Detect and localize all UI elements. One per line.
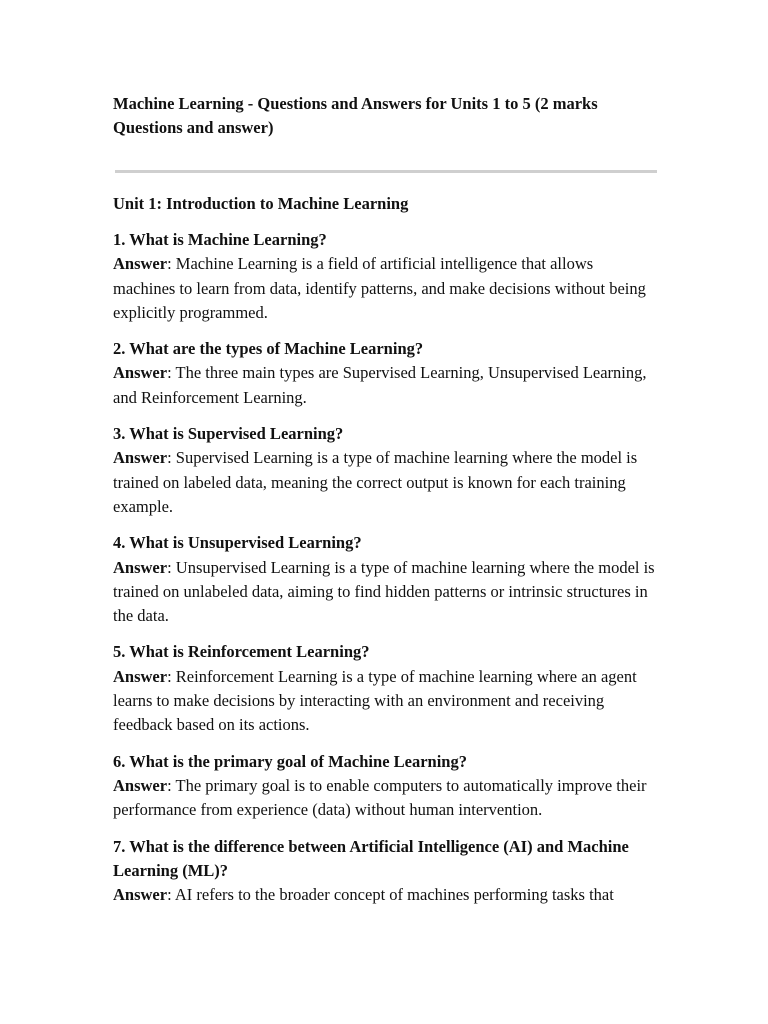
- answer-separator: :: [167, 775, 176, 795]
- answer-body: The three main types are Supervised Learning, Unsupervised Learning, and Reinforcement Learning.: [113, 363, 647, 407]
- answer-separator: :: [167, 666, 176, 686]
- document-page: [113, 92, 658, 907]
- qa-item: [113, 750, 658, 823]
- answer-label: Answer: [113, 885, 168, 905]
- answer-text: [113, 774, 658, 823]
- answer-label: Answer: [113, 557, 168, 577]
- answer-label: Answer: [113, 775, 168, 795]
- question-text: 2. What are the types of Machine Learning?: [113, 339, 424, 359]
- question-text: 3. What is Supervised Learning?: [113, 424, 344, 444]
- question-text: 4. What is Unsupervised Learning?: [113, 533, 362, 553]
- answer-body: Reinforcement Learning is a type of machine learning where an agent learns to make decisions by interacting with an environment and receiving feedback based on its actions.: [113, 666, 637, 735]
- answer-label: Answer: [113, 363, 168, 383]
- qa-item: [113, 337, 658, 410]
- document-title: Machine Learning - Questions and Answers for Units 1 to 5 (2 marks Questions and answer): [113, 94, 598, 137]
- answer-separator: :: [167, 885, 175, 905]
- answer-label: Answer: [113, 448, 168, 468]
- answer-body: Supervised Learning is a type of machine learning where the model is trained on labeled data, meaning the correct output is known for each training example.: [113, 448, 638, 516]
- answer-separator: :: [167, 557, 176, 577]
- answer-text: [113, 252, 658, 325]
- answer-body: Machine Learning is a field of artificial intelligence that allows machines to learn from data, identify patterns, and make decisions without being explicitly programmed.: [113, 254, 646, 322]
- question-text: 5. What is Reinforcement Learning?: [113, 642, 370, 662]
- answer-body: Unsupervised Learning is a type of machine learning where the model is trained on unlabeled data, aiming to find hidden patterns or intrinsic structures in the data.: [113, 557, 655, 626]
- answer-label: Answer: [113, 666, 168, 686]
- horizontal-divider: [115, 170, 657, 173]
- answer-separator: :: [167, 448, 176, 468]
- answer-body: The primary goal is to enable computers to automatically improve their performance from experience (data) without human intervention.: [113, 775, 647, 820]
- qa-item: [113, 640, 658, 737]
- answer-body: AI refers to the broader concept of machines performing tasks that: [174, 885, 614, 905]
- unit-heading: Unit 1: Introduction to Machine Learning: [113, 194, 409, 213]
- answer-text: [113, 361, 658, 410]
- answer-label: Answer: [113, 254, 168, 274]
- qa-item: [113, 531, 658, 628]
- qa-item: [113, 228, 658, 325]
- qa-list: [113, 228, 658, 907]
- answer-text: [113, 883, 658, 907]
- answer-separator: :: [167, 363, 176, 383]
- question-text: 7. What is the difference between Artificial Intelligence (AI) and Machine Learning (ML)?: [113, 836, 629, 880]
- qa-item: [113, 835, 658, 908]
- question-text: 6. What is the primary goal of Machine Learning?: [113, 751, 467, 771]
- answer-separator: :: [167, 254, 176, 274]
- question-text: 1. What is Machine Learning?: [113, 230, 327, 249]
- answer-text: [113, 665, 658, 738]
- answer-text: [113, 446, 658, 519]
- qa-item: [113, 422, 658, 519]
- answer-text: [113, 556, 658, 629]
